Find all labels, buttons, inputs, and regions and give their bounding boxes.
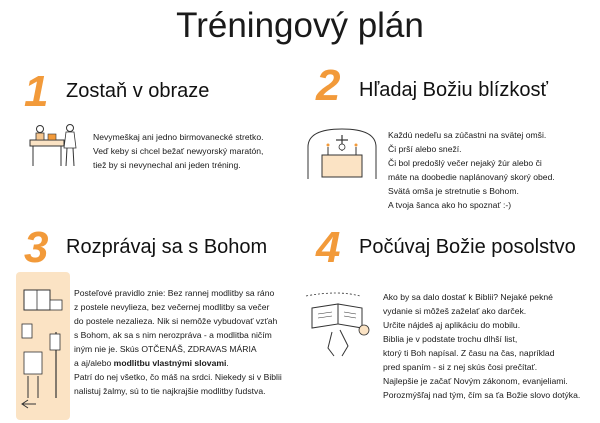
text-span: .: [226, 358, 229, 368]
text-line: ktorý ti Boh napísal. Z času na čas, napríklad: [383, 348, 555, 358]
section-4-heading: Počúvaj Božie posolstvo: [359, 236, 576, 258]
text-line: Či bol predošlý večer nejaký žúr alebo či: [388, 158, 542, 168]
text-line: máte na doobedie naplánovaný skorý obed.: [388, 172, 555, 182]
text-line: Patrí do nej všetko, čo máš na srdci. Niekedy si v Biblii: [74, 372, 282, 382]
bold-text: modlitbu vlastnými slovami: [113, 358, 227, 368]
text-line: iným nie je. Skús OTČENÁŠ, ZDRAVAS MÁRIA: [74, 344, 257, 354]
text-line: Ako by sa dalo dostať k Biblii? Nejaké pekné: [383, 292, 553, 302]
section-4-number: 4: [316, 223, 341, 272]
text-line: nalistuj žalmy, sú to tie najkrajšie modlitby ľudstva.: [74, 386, 266, 396]
text-line: Biblia je v podstate trochu dlhší list,: [383, 334, 518, 344]
church-altar-illustration-icon: [300, 125, 384, 181]
page-title: Tréningový plán: [176, 6, 424, 45]
section-2-text: [388, 128, 555, 212]
section-3-text: [74, 286, 282, 398]
text-line: Veď keby si chcel bežať newyorský maratón,: [93, 146, 264, 156]
text-line: Najlepšie je začať Novým zákonom, evanjeliami.: [383, 376, 568, 386]
bedroom-illustration-icon: [16, 272, 70, 420]
reading-bible-illustration-icon: [298, 290, 378, 360]
section-2-heading: Hľadaj Božiu blízkosť: [359, 79, 548, 101]
text-span: a aj/alebo: [74, 358, 114, 368]
section-1-number: 1: [24, 67, 49, 116]
text-line: A tvoja šanca ako ho spoznať :-): [388, 200, 512, 210]
text-line: vydanie si môžeš zaželať ako darček.: [383, 306, 527, 316]
section-1-heading: Zostaň v obraze: [66, 80, 210, 102]
section-2-number: 2: [316, 61, 341, 110]
text-line: [74, 356, 282, 370]
text-line: Každú nedeľu sa zúčastni na svätej omši.: [388, 130, 547, 140]
text-line: Porozmýšľaj nad tým, čím sa ťa Božie slovo dotýka.: [383, 390, 581, 400]
text-line: Svätá omša je stretnutie s Bohom.: [388, 186, 519, 196]
text-line: z postele nevylieza, bez večernej modlitby sa večer: [74, 302, 270, 312]
text-line: s Bohom, ak sa s nim nerozpráva - a modlitba ničím: [74, 330, 272, 340]
text-line: tiež by si nevynechal ani jeden tréning.: [93, 160, 241, 170]
text-line: Nevymeškaj ani jedno birmovanecké stretko.: [93, 132, 264, 142]
text-line: Či prší alebo sneží.: [388, 144, 462, 154]
text-line: Určite nájdeš aj aplikáciu do mobilu.: [383, 320, 521, 330]
section-1-text: [93, 130, 264, 172]
text-line: do postele nezalieza. Nik si nemôže vybudovať vzťah: [74, 316, 278, 326]
section-4-text: [383, 290, 580, 402]
section-3-heading: Rozprávaj sa s Bohom: [66, 236, 268, 258]
birthday-meeting-illustration-icon: [10, 122, 90, 170]
text-line: Posteľové pravidlo znie: Bez rannej modlitby sa ráno: [74, 288, 275, 298]
text-line: pred spaním - si z nej skús čosi prečítať.: [383, 362, 538, 372]
section-3-number: 3: [24, 223, 49, 272]
